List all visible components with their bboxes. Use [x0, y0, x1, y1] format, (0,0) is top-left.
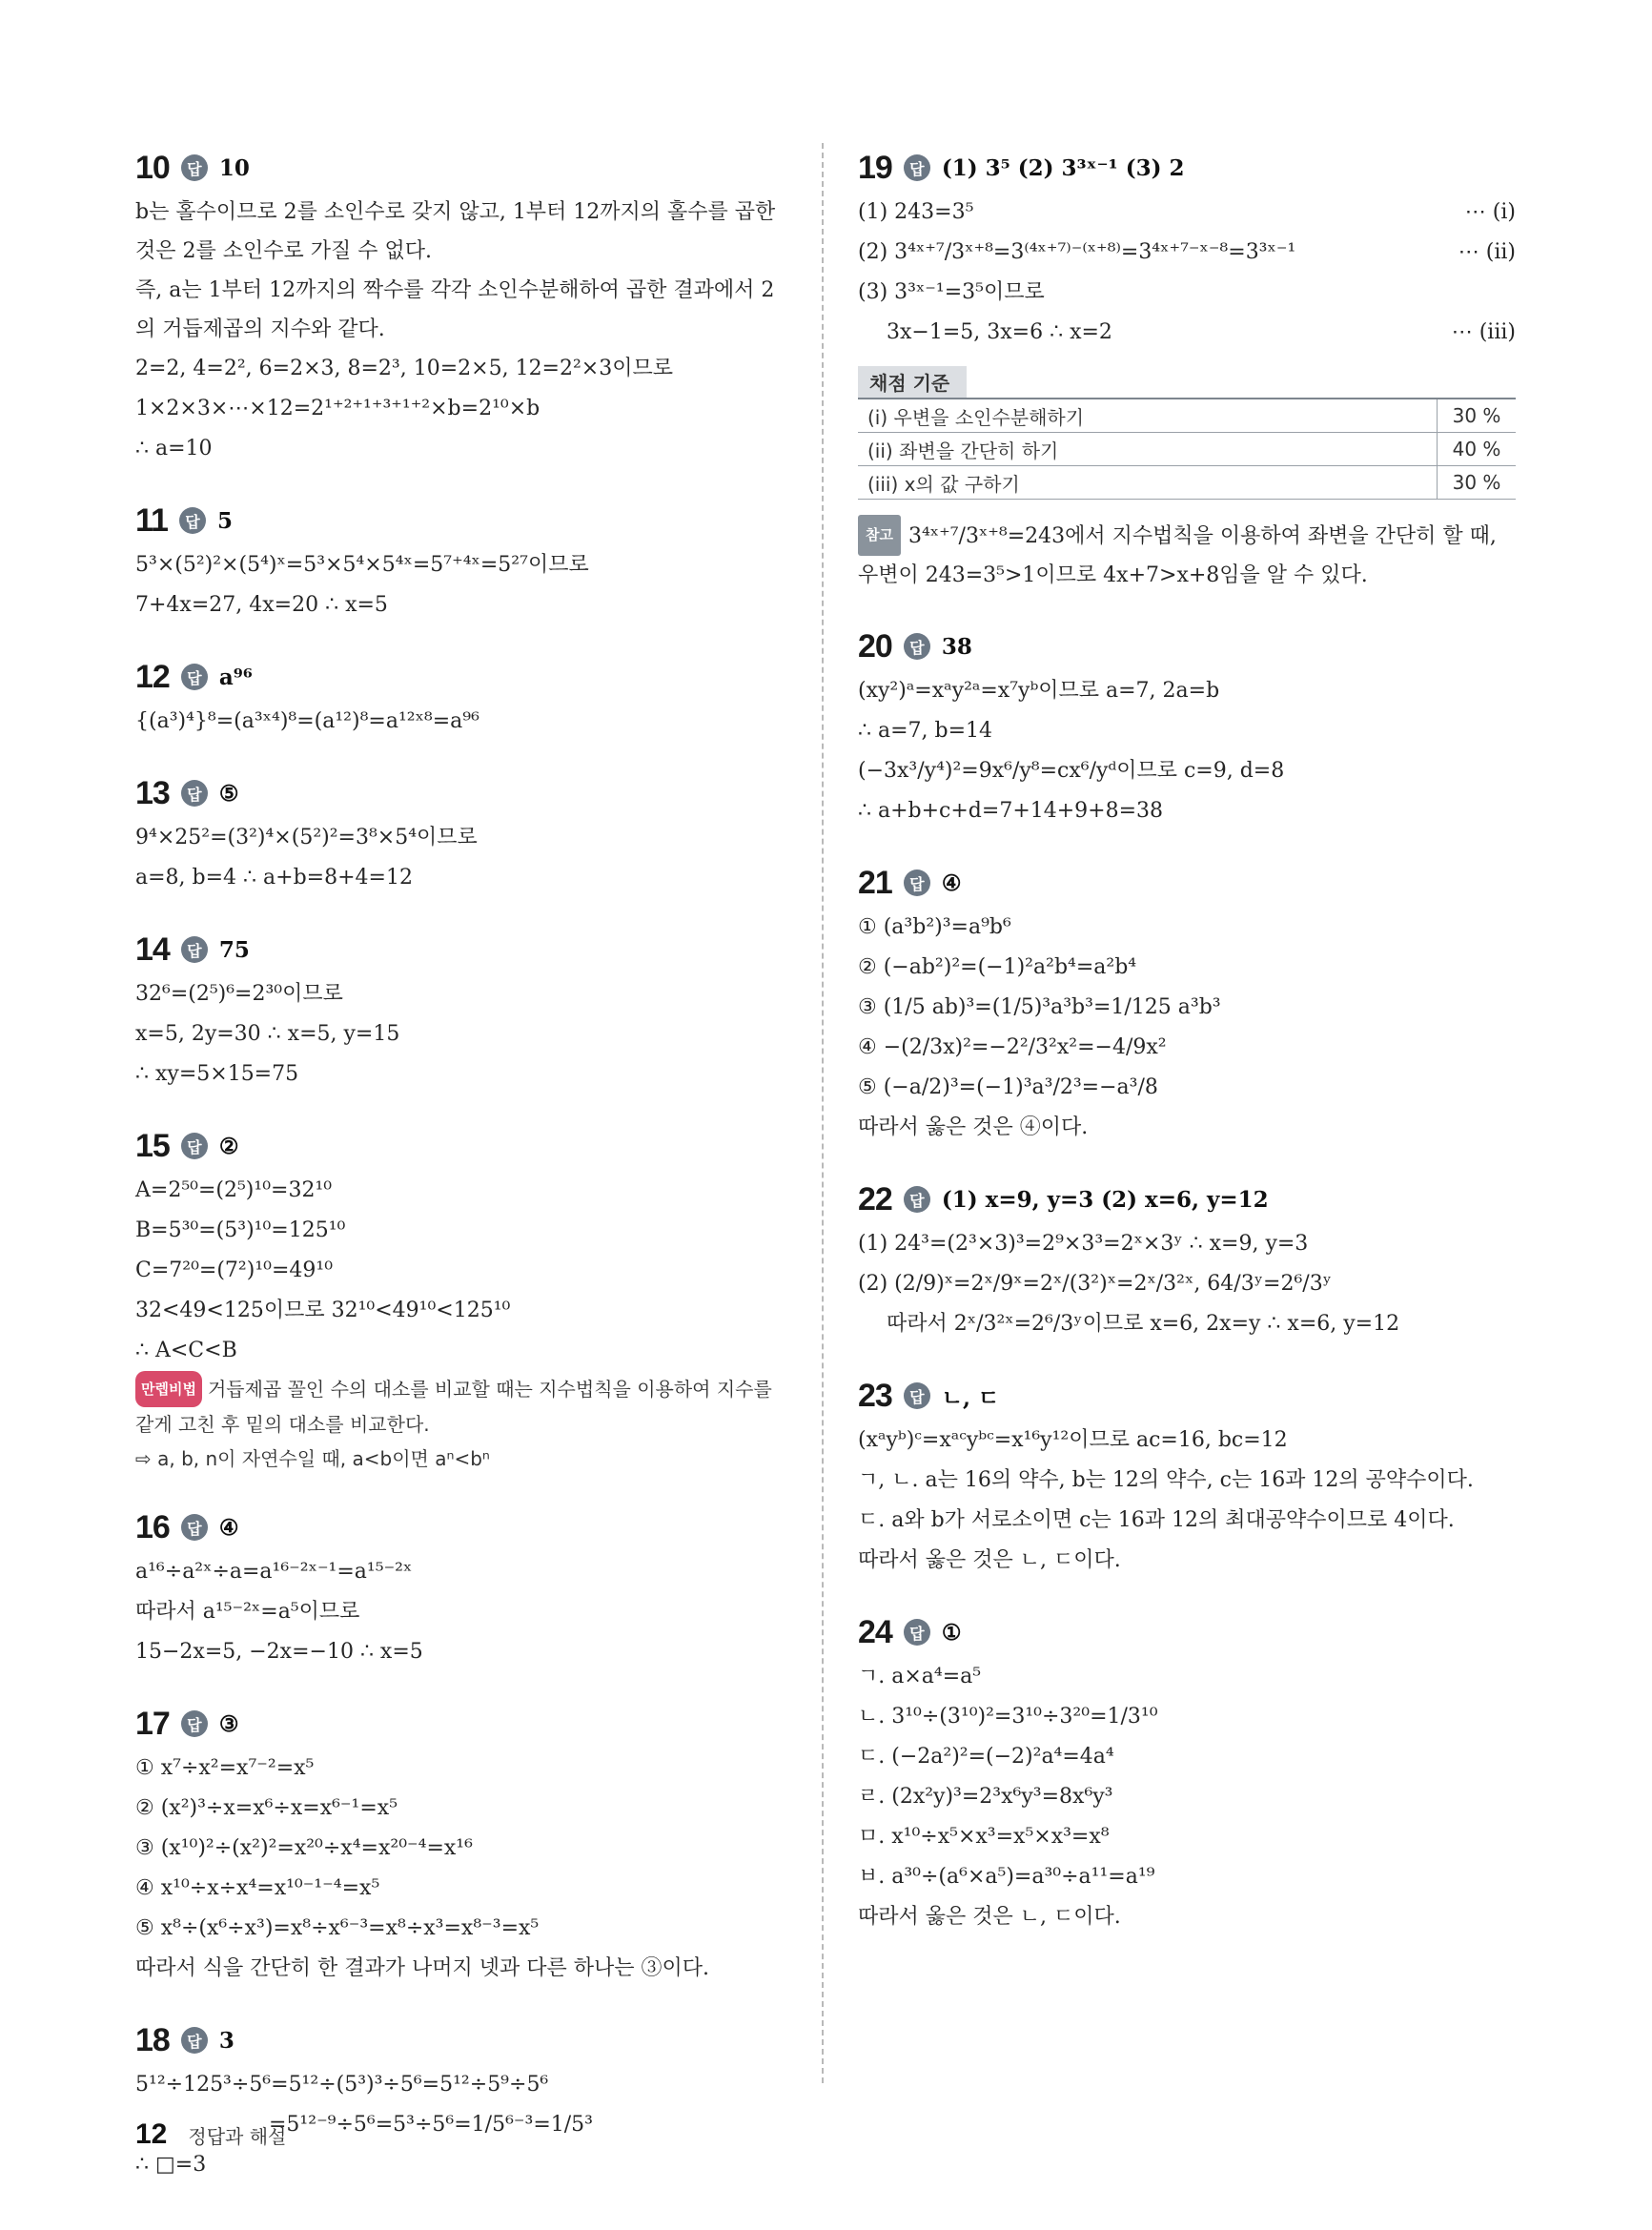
answer-value: ④ [941, 869, 962, 896]
solution-text: C=7²⁰=(7²)¹⁰=49¹⁰ [135, 1258, 334, 1282]
problem-header [858, 1175, 1516, 1224]
solution-text: ㅂ. a³⁰÷(a⁶×a⁵)=a³⁰÷a¹¹=a¹⁹ [858, 1865, 1155, 1889]
solution-text: ① x⁷÷x²=x⁷⁻²=x⁵ [135, 1756, 315, 1780]
answer-value: ⑤ [218, 780, 239, 807]
solution-text: =5¹²⁻⁹÷5⁶=5³÷5⁶=1/5⁶⁻³=1/5³ [269, 2113, 594, 2137]
tip-box [135, 1371, 793, 1476]
rubric-title: 채점 기준 [858, 366, 967, 398]
solution-line [135, 1054, 793, 1095]
problem-header [858, 622, 1516, 671]
solution-text: a=8, b=4 ∴ a+b=8+4=12 [135, 866, 413, 890]
solution-line [858, 671, 1516, 711]
answer-badge: 답 [181, 1514, 208, 1541]
solution-line [858, 233, 1516, 273]
solution-text: 즉, a는 1부터 12까지의 짝수를 각각 소인수분해하여 곱한 결과에서 2의 거듭제곱의 지수와 같다. [135, 278, 775, 341]
solution-text: ① (a³b²)³=a⁹b⁶ [858, 915, 1011, 939]
rubric-row [858, 399, 1516, 433]
reference-note [858, 515, 1516, 595]
solution-text: ∴ A<C<B [135, 1339, 237, 1362]
solution-text: (1) 24³=(2³×3)³=2⁹×3³=2ˣ×3ʸ ∴ x=9, y=3 [858, 1232, 1309, 1256]
solution-text: ㄷ. (−2a²)²=(−2)²a⁴=4a⁴ [858, 1745, 1114, 1769]
tip-line [135, 1371, 793, 1442]
answer-value: 3 [218, 2027, 235, 2054]
step-tag: ⋯ (ii) [1458, 240, 1516, 264]
solution-text: 32⁶=(2⁵)⁶=2³⁰이므로 [135, 982, 343, 1006]
problem-number: 16 [135, 1508, 170, 1545]
solution-line [858, 751, 1516, 791]
tip-text: ⇨ a, b, n이 자연수일 때, a<b이면 aⁿ<bⁿ [135, 1447, 490, 1470]
solution-line [135, 818, 793, 858]
problem-block [135, 143, 793, 469]
solution-line [858, 1304, 1516, 1344]
problem-number: 11 [135, 501, 168, 539]
answer-badge: 답 [904, 869, 930, 896]
solution-line [858, 1028, 1516, 1068]
solution-line [858, 1068, 1516, 1108]
solution-text: 7+4x=27, 4x=20 ∴ x=5 [135, 593, 388, 617]
answer-badge: 답 [181, 780, 208, 807]
solution-line [135, 858, 793, 898]
problem-block [858, 1175, 1516, 1344]
solution-text: b는 홀수이므로 2를 소인수로 갖지 않고, 1부터 12까지의 홀수를 곱한 것은 2를 소인수로 가질 수 없다. [135, 200, 776, 263]
solution-text: 32<49<125이므로 32¹⁰<49¹⁰<125¹⁰ [135, 1299, 511, 1322]
solution-text: ∴ a+b+c+d=7+14+9+8=38 [858, 799, 1164, 823]
solution-text: 따라서 식을 간단히 한 결과가 나머지 넷과 다른 하나는 ③이다. [135, 1956, 709, 1980]
solution-line [858, 1657, 1516, 1697]
problem-number: 24 [858, 1613, 892, 1650]
solution-text: ∴ xy=5×15=75 [135, 1062, 299, 1086]
answer-value: ④ [218, 1514, 239, 1541]
rubric-criterion: (i) 우변을 소인수분해하기 [858, 399, 1438, 433]
problem-header [135, 652, 793, 702]
solution-text: ㅁ. x¹⁰÷x⁵×x³=x⁵×x³=x⁸ [858, 1825, 1110, 1849]
solution-text: ∴ a=10 [135, 437, 213, 460]
solution-line [858, 948, 1516, 988]
solution-text: ④ −(2/3x)²=−2²/3²x²=−4/9x² [858, 1035, 1167, 1059]
solution-line [858, 313, 1516, 353]
answer-value: 75 [218, 936, 250, 963]
problem-block [135, 496, 793, 625]
solution-text: x=5, 2y=30 ∴ x=5, y=15 [135, 1022, 400, 1046]
solution-text: 따라서 옳은 것은 ④이다. [858, 1115, 1089, 1139]
solution-line [858, 1697, 1516, 1737]
problem-block [858, 1371, 1516, 1581]
answer-value: ② [218, 1133, 239, 1159]
solution-text: A=2⁵⁰=(2⁵)¹⁰=32¹⁰ [135, 1178, 333, 1202]
solution-text: B=5³⁰=(5³)¹⁰=125¹⁰ [135, 1218, 346, 1242]
problem-block [135, 2015, 793, 2185]
problem-number: 18 [135, 2021, 170, 2058]
solution-text: ㄱ, ㄴ. a는 16의 약수, b는 12의 약수, c는 16과 12의 공약수이다. [858, 1468, 1474, 1492]
solution-line [135, 2065, 793, 2105]
tip-text: 거듭제곱 꼴인 수의 대소를 비교할 때는 지수법칙을 이용하여 지수를 같게 고친 후 밑의 대소를 비교한다. [135, 1378, 772, 1436]
solution-text: ② (−ab²)²=(−1)²a²b⁴=a²b⁴ [858, 955, 1137, 979]
solution-text: {(a³)⁴}⁸=(a³ˣ⁴)⁸=(a¹²)⁸=a¹²ˣ⁸=a⁹⁶ [135, 709, 479, 733]
problem-header [135, 2015, 793, 2065]
answer-badge: 답 [181, 1710, 208, 1737]
solution-text: 5¹²÷125³÷5⁶=5¹²÷(5³)³÷5⁶=5¹²÷5⁹÷5⁶ [135, 2073, 549, 2097]
solution-text: 따라서 2ˣ/3²ˣ=2⁶/3ʸ이므로 x=6, 2x=y ∴ x=6, y=12 [887, 1312, 1400, 1336]
solution-line [135, 1949, 793, 1989]
solution-text: ② (x²)³÷x=x⁶÷x=x⁶⁻¹=x⁵ [135, 1796, 398, 1820]
answer-badge: 답 [181, 936, 208, 963]
problem-number: 22 [858, 1180, 892, 1217]
problem-number: 12 [135, 658, 170, 695]
solution-line [135, 585, 793, 625]
answer-badge: 답 [904, 1186, 930, 1213]
answer-badge: 답 [179, 507, 206, 534]
page-number: 12 [135, 2118, 168, 2150]
solution-text: ㄴ. 3¹⁰÷(3¹⁰)²=3¹⁰÷3²⁰=1/3¹⁰ [858, 1705, 1158, 1729]
solution-line [135, 1909, 793, 1949]
problem-number: 20 [858, 627, 892, 665]
problem-number: 13 [135, 774, 170, 811]
solution-text: (xy²)ᵃ=xᵃy²ᵃ=x⁷yᵇ이므로 a=7, 2a=b [858, 679, 1220, 703]
answer-value: (1) 3⁵ (2) 3³ˣ⁻¹ (3) 2 [941, 154, 1185, 181]
answer-badge: 답 [904, 154, 930, 181]
problem-block [135, 1503, 793, 1672]
solution-line [135, 1291, 793, 1331]
page-footer [135, 2118, 286, 2151]
problem-block [858, 622, 1516, 831]
solution-text: (−3x³/y⁴)²=9x⁶/y⁸=cx⁶/yᵈ이므로 c=9, d=8 [858, 759, 1285, 783]
problem-header [858, 1371, 1516, 1421]
rubric-criterion: (ii) 좌변을 간단히 하기 [858, 433, 1438, 466]
solution-line [135, 429, 793, 469]
step-tag: ⋯ (iii) [1451, 320, 1516, 344]
solution-line [858, 791, 1516, 831]
solution-line [858, 711, 1516, 751]
column-divider [822, 143, 824, 2083]
answer-value: ① [941, 1619, 962, 1646]
solution-line [858, 1421, 1516, 1461]
problem-header [135, 1503, 793, 1552]
solution-line [858, 1857, 1516, 1897]
answer-value: ③ [218, 1710, 239, 1737]
solution-line [135, 389, 793, 429]
problem-number: 17 [135, 1705, 170, 1742]
rubric-row [858, 466, 1516, 500]
note-badge: 참고 [858, 515, 901, 556]
solution-line [135, 2145, 793, 2185]
solution-text: ③ (1/5 ab)³=(1/5)³a³b³=1/125 a³b³ [858, 995, 1221, 1019]
solution-line [858, 1224, 1516, 1264]
answer-value: 10 [218, 154, 250, 181]
solution-line [135, 1171, 793, 1211]
solution-line [135, 545, 793, 585]
solution-line [858, 988, 1516, 1028]
problem-number: 19 [858, 149, 892, 186]
problem-header [135, 768, 793, 818]
solution-line [135, 1211, 793, 1251]
solution-line [858, 908, 1516, 948]
step-tag: ⋯ (i) [1464, 200, 1516, 224]
answer-value: 38 [941, 633, 972, 660]
solution-line [135, 1552, 793, 1592]
footer-label: 정답과 해설 [188, 2125, 287, 2148]
solution-line [135, 1592, 793, 1632]
solution-line [135, 193, 793, 271]
rubric-percent: 30 % [1438, 466, 1517, 500]
problem-header [858, 143, 1516, 193]
note-text: 3⁴ˣ⁺⁷/3ˣ⁺⁸=243에서 지수법칙을 이용하여 좌변을 간단히 할 때, 우변이 243=3⁵>1이므로 4x+7>x+8임을 알 수 있다. [858, 524, 1497, 587]
solution-text: ④ x¹⁰÷x÷x⁴=x¹⁰⁻¹⁻⁴=x⁵ [135, 1876, 380, 1900]
rubric-criterion: (iii) x의 값 구하기 [858, 466, 1438, 500]
problem-header [135, 925, 793, 974]
problem-number: 10 [135, 149, 170, 186]
solution-line [858, 1777, 1516, 1817]
problem-number: 23 [858, 1377, 892, 1414]
problem-number: 14 [135, 931, 170, 968]
solution-line [858, 1541, 1516, 1581]
problem-block [858, 858, 1516, 1148]
solution-line [858, 1817, 1516, 1857]
solution-line [858, 1897, 1516, 1937]
problem-header [135, 143, 793, 193]
solution-text: 5³×(5²)²×(5⁴)ˣ=5³×5⁴×5⁴ˣ=5⁷⁺⁴ˣ=5²⁷이므로 [135, 553, 589, 577]
problem-block [858, 1607, 1516, 1937]
solution-line [135, 271, 793, 349]
solution-line [858, 193, 1516, 233]
solution-text: (1) 243=3⁵ [858, 200, 974, 224]
problem-block [135, 925, 793, 1095]
solution-line [135, 1789, 793, 1829]
solution-line [858, 1737, 1516, 1777]
solution-text: 따라서 a¹⁵⁻²ˣ=a⁵이므로 [135, 1600, 360, 1624]
solution-text: ㄱ. a×a⁴=a⁵ [858, 1665, 982, 1688]
solution-line [858, 1108, 1516, 1148]
solution-text: 2=2, 4=2², 6=2×3, 8=2³, 10=2×5, 12=2²×3이므로 [135, 357, 673, 380]
solution-line [135, 349, 793, 389]
solution-line [135, 702, 793, 742]
rubric-percent: 40 % [1438, 433, 1517, 466]
left-column [135, 143, 793, 2212]
solution-line [135, 1251, 793, 1291]
solution-text: ⑤ x⁸÷(x⁶÷x³)=x⁸÷x⁶⁻³=x⁸÷x³=x⁸⁻³=x⁵ [135, 1916, 540, 1940]
solution-text: (xᵃyᵇ)ᶜ=xᵃᶜyᵇᶜ=x¹⁶y¹²이므로 ac=16, bc=12 [858, 1428, 1288, 1452]
solution-line [858, 1264, 1516, 1304]
solution-line [135, 1331, 793, 1371]
solution-line [135, 1632, 793, 1672]
answer-badge: 답 [904, 1619, 930, 1646]
solution-text: (2) (2/9)ˣ=2ˣ/9ˣ=2ˣ/(3²)ˣ=2ˣ/3²ˣ, 64/3ʸ=2⁶/3ʸ [858, 1272, 1332, 1296]
solution-text: (3) 3³ˣ⁻¹=3⁵이므로 [858, 280, 1045, 304]
solution-text: 3x−1=5, 3x=6 ∴ x=2 [887, 320, 1112, 344]
solution-text: ㄷ. a와 b가 서로소이면 c는 16과 12의 최대공약수이므로 4이다. [858, 1508, 1455, 1532]
problem-number: 21 [858, 864, 892, 901]
tip-badge: 만렙비법 [135, 1371, 202, 1407]
tip-line [135, 1442, 793, 1476]
problem-block [858, 143, 1516, 595]
solution-text: 9⁴×25²=(3²)⁴×(5²)²=3⁸×5⁴이므로 [135, 826, 478, 849]
answer-badge: 답 [181, 154, 208, 181]
problem-header [135, 1121, 793, 1171]
problem-block [135, 652, 793, 742]
answer-value: 5 [216, 507, 233, 534]
rubric-row [858, 433, 1516, 466]
solution-text: 따라서 옳은 것은 ㄴ, ㄷ이다. [858, 1548, 1121, 1572]
solution-text: 15−2x=5, −2x=−10 ∴ x=5 [135, 1640, 423, 1664]
solution-text: a¹⁶÷a²ˣ÷a=a¹⁶⁻²ˣ⁻¹=a¹⁵⁻²ˣ [135, 1560, 413, 1584]
answer-badge: 답 [904, 1382, 930, 1409]
solution-text: 1×2×3×⋯×12=2¹⁺²⁺¹⁺³⁺¹⁺²×b=2¹⁰×b [135, 397, 540, 420]
solution-text: (2) 3⁴ˣ⁺⁷/3ˣ⁺⁸=3⁽⁴ˣ⁺⁷⁾⁻⁽ˣ⁺⁸⁾=3⁴ˣ⁺⁷⁻ˣ⁻⁸=3³ˣ⁻¹ [858, 240, 1296, 264]
answer-badge: 답 [904, 633, 930, 660]
rubric-percent: 30 % [1438, 399, 1517, 433]
solution-line [135, 1869, 793, 1909]
solution-line [858, 1501, 1516, 1541]
problem-block [135, 1121, 793, 1476]
solution-line [858, 273, 1516, 313]
solution-text: ∴ □=3 [135, 2153, 207, 2177]
solution-text: ⑤ (−a/2)³=(−1)³a³/2³=−a³/8 [858, 1075, 1158, 1099]
rubric-table [858, 398, 1516, 500]
problem-number: 15 [135, 1127, 170, 1164]
solution-line [135, 1014, 793, 1054]
solution-line [135, 974, 793, 1014]
solution-text: ③ (x¹⁰)²÷(x²)²=x²⁰÷x⁴=x²⁰⁻⁴=x¹⁶ [135, 1836, 473, 1860]
solution-text: 따라서 옳은 것은 ㄴ, ㄷ이다. [858, 1905, 1121, 1929]
answer-value: ㄴ, ㄷ [941, 1384, 1000, 1411]
solution-line [858, 1461, 1516, 1501]
problem-header [858, 1607, 1516, 1657]
answer-badge: 답 [181, 2027, 208, 2054]
answer-badge: 답 [181, 1133, 208, 1159]
problem-header [135, 496, 793, 545]
answer-value: (1) x=9, y=3 (2) x=6, y=12 [941, 1186, 1269, 1213]
solution-text: ㄹ. (2x²y)³=2³x⁶y³=8x⁶y³ [858, 1785, 1113, 1809]
problem-header [858, 858, 1516, 908]
answer-badge: 답 [181, 664, 208, 690]
problem-block [135, 768, 793, 898]
solution-line [135, 1749, 793, 1789]
problem-header [135, 1699, 793, 1749]
answer-value: a⁹⁶ [218, 664, 253, 690]
solution-line [135, 1829, 793, 1869]
right-column [858, 143, 1516, 1964]
solution-text: ∴ a=7, b=14 [858, 719, 993, 743]
problem-block [135, 1699, 793, 1989]
